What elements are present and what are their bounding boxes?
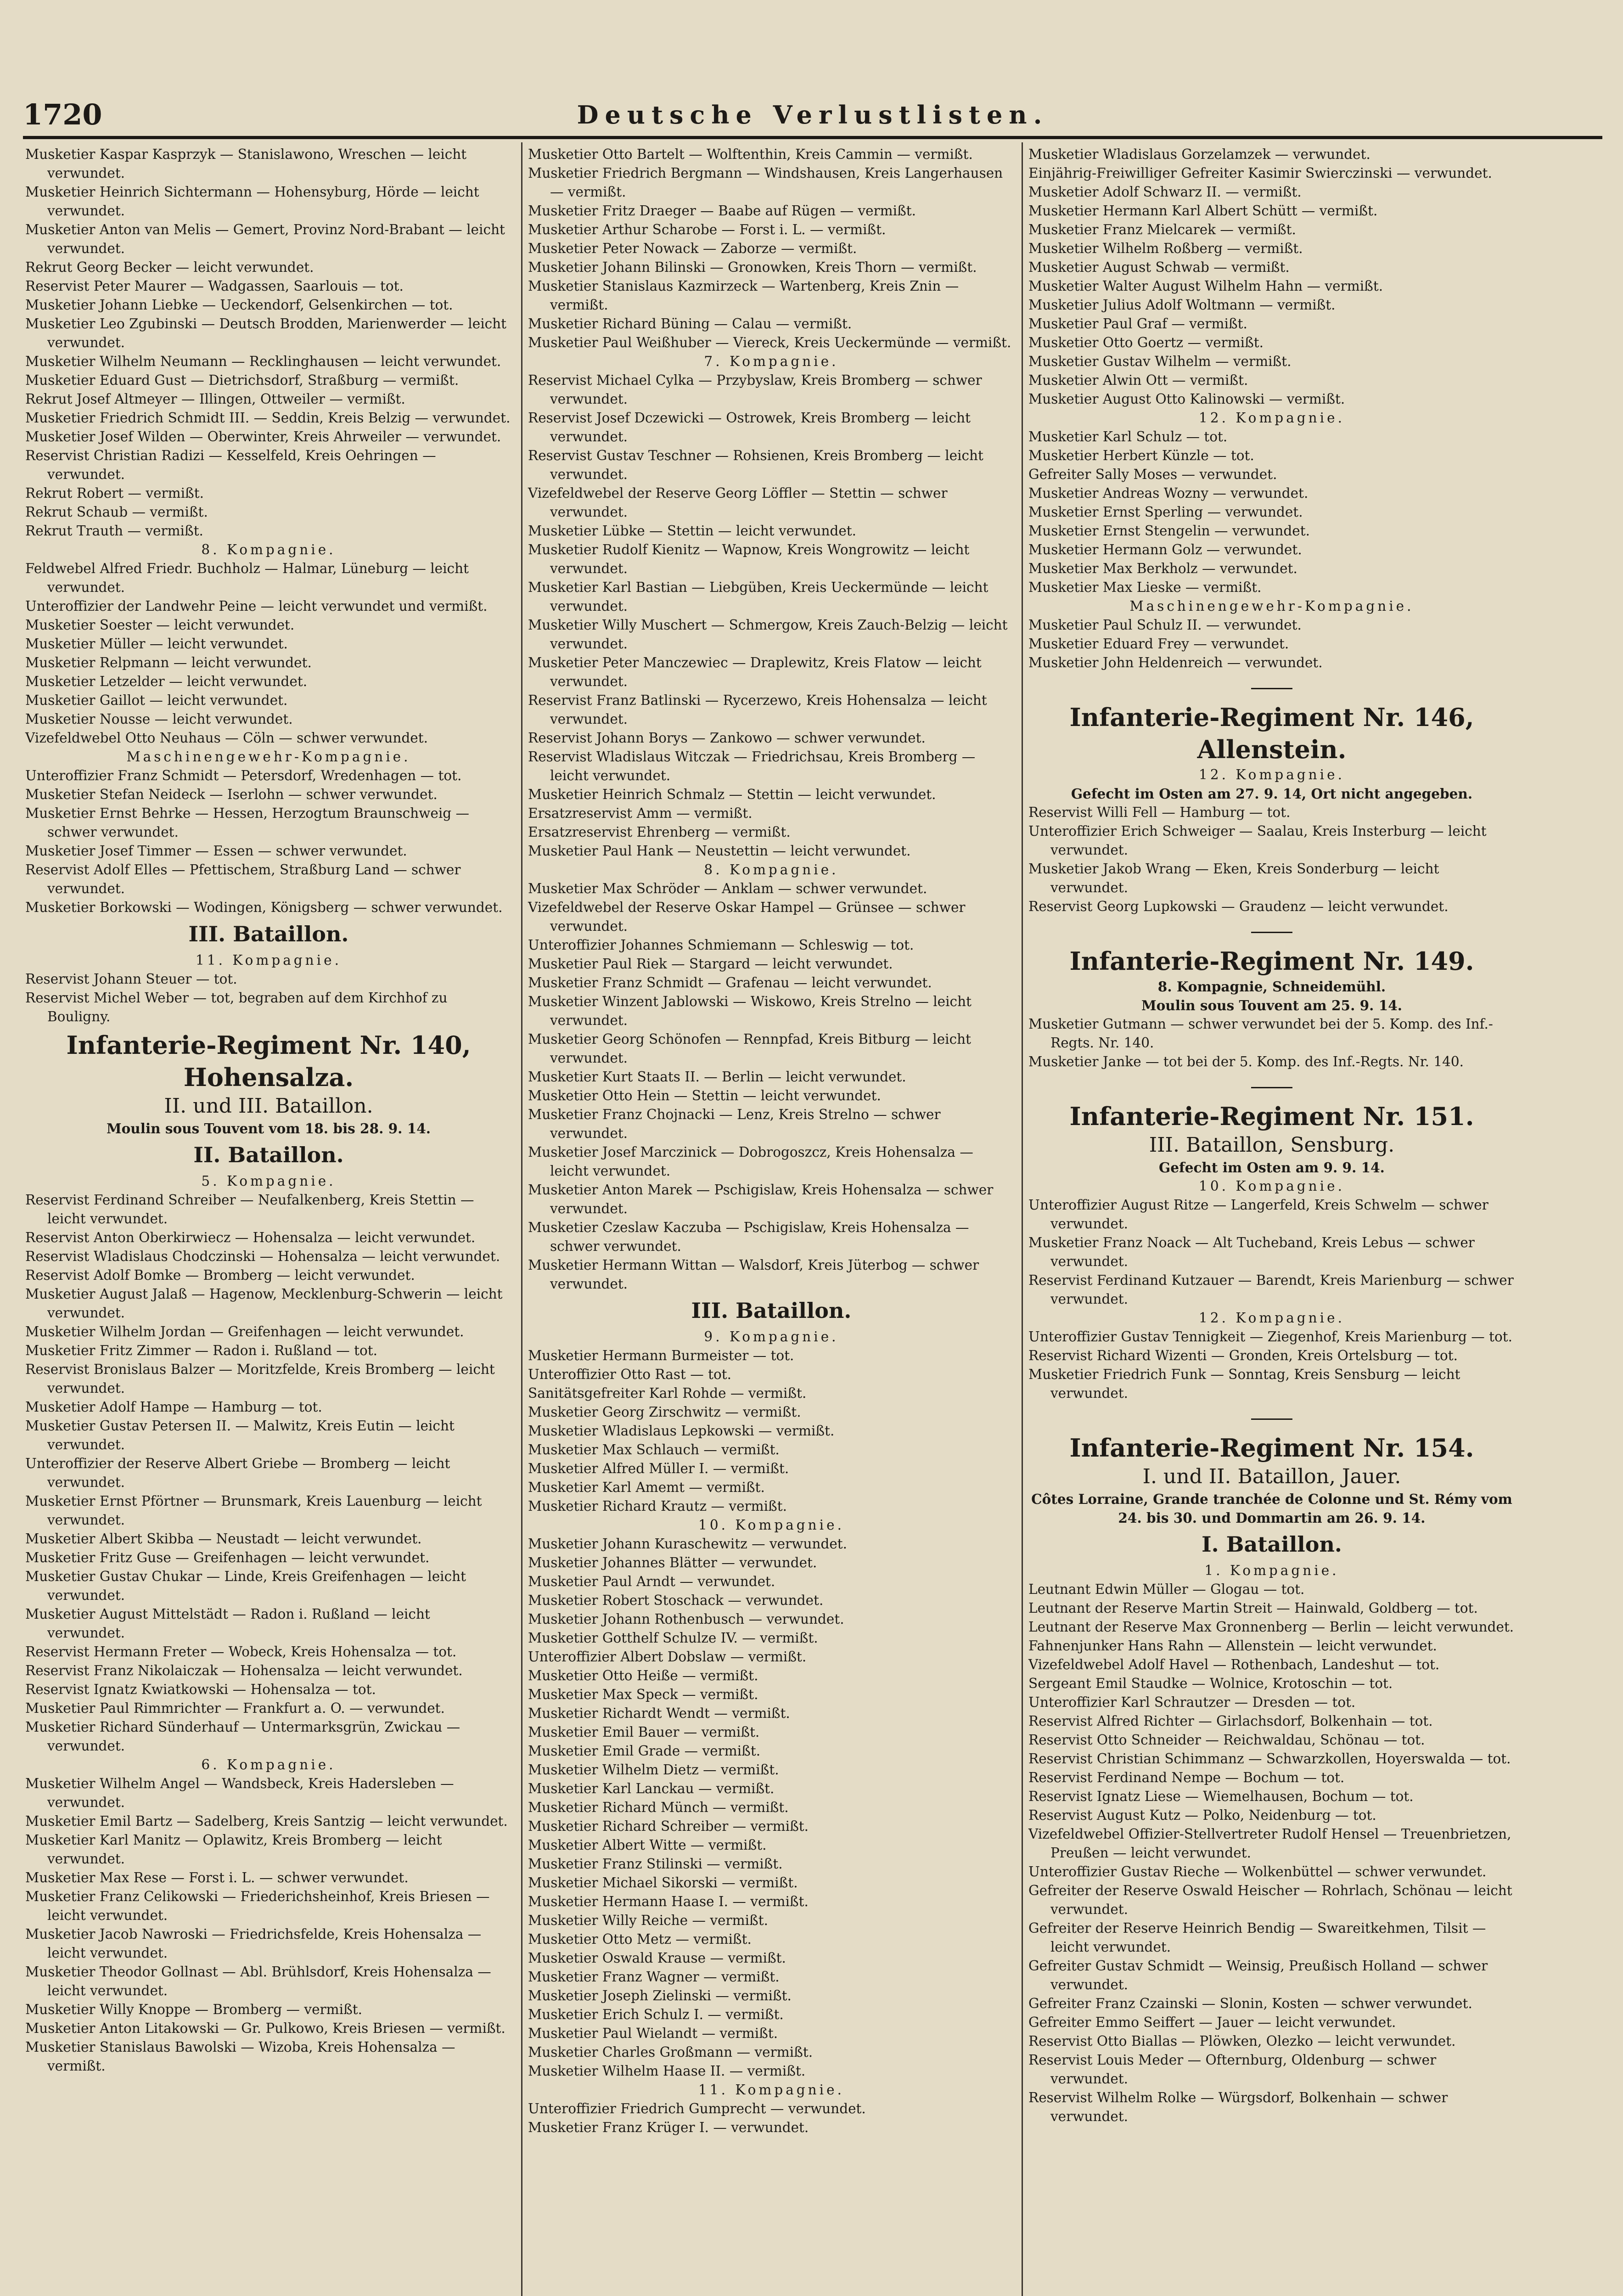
column-divider (1022, 142, 1023, 2296)
casualty-entry: Reservist Hermann Freter — Wobeck, Kreis Hohensalza — tot. (25, 1644, 457, 1660)
casualty-entry: Musketier Gustav Wilhelm — vermißt. (1028, 354, 1292, 369)
casualty-entry: Musketier Paul Schulz II. — verwundet. (1028, 617, 1302, 633)
casualty-entry: Musketier Julius Adolf Woltmann — vermißt. (1028, 297, 1336, 313)
casualty-entry: Musketier Peter Nowack — Zaborze — vermißt. (528, 241, 857, 256)
battalion-heading: III. Bataillon. (188, 922, 349, 946)
casualty-entry: Unteroffizier Karl Schrautzer — Dresden — tot. (1028, 1694, 1356, 1710)
casualty-entry: Vizefeldwebel Otto Neuhaus — Cöln — schwer verwundet. (25, 730, 428, 746)
battalion-heading: I. Bataillon. (1202, 1532, 1342, 1557)
casualty-entry: Musketier Gotthelf Schulze IV. — vermißt. (528, 1630, 818, 1646)
casualty-entry: Musketier Friedrich Funk — Sonntag, Kreis Sensburg — leicht verwundet. (1028, 1367, 1460, 1401)
section-divider (1251, 688, 1292, 689)
company-heading: 10. Kompagnie. (698, 1517, 844, 1533)
casualty-entry: Musketier Franz Mielcarek — vermißt. (1028, 222, 1296, 237)
casualty-entry: Musketier Emil Bauer — vermißt. (528, 1724, 760, 1740)
company-heading: Maschinengewehr-Kompagnie. (126, 749, 411, 765)
casualty-entry: Musketier John Heldenreich — verwundet. (1028, 655, 1323, 670)
company-heading: 12. Kompagnie. (1199, 1310, 1345, 1326)
casualty-entry: Reservist Josef Dczewicki — Ostrowek, Kreis Bromberg — leicht verwundet. (528, 410, 971, 445)
casualty-entry: Musketier August Otto Kalinowski — vermißt. (1028, 391, 1345, 407)
casualty-entry: Musketier Albert Witte — vermißt. (528, 1837, 767, 1853)
column-divider (521, 142, 522, 2296)
casualty-entry: Musketier Albert Skibba — Neustadt — leicht verwundet. (25, 1531, 422, 1547)
casualty-entry: Unteroffizier Erich Schweiger — Saalau, Kreis Insterburg — leicht verwundet. (1028, 823, 1487, 858)
casualty-entry: Rekrut Schaub — vermißt. (25, 504, 208, 520)
casualty-entry: Musketier Franz Chojnacki — Lenz, Kreis Strelno — schwer verwundet. (528, 1107, 941, 1141)
casualty-entry: Musketier Gustav Petersen II. — Malwitz, Kreis Eutin — leicht verwundet. (25, 1418, 455, 1452)
company-heading: 7. Kompagnie. (704, 354, 839, 369)
column-right (1028, 145, 1515, 2126)
casualty-entry: Musketier Johann Rothenbusch — verwundet. (528, 1611, 844, 1627)
casualty-entry: Reservist Bronislaus Balzer — Moritzfelde, Kreis Bromberg — leicht verwundet. (25, 1362, 495, 1396)
company-heading: 9. Kompagnie. (704, 1329, 839, 1345)
casualty-entry: Vizefeldwebel der Reserve Oskar Hampel — Grünsee — schwer verwundet. (528, 900, 966, 934)
action-info: Côtes Lorraine, Grande tranchée de Colonne und St. Rémy vom 24. bis 30. und Dommartin am 26. 9. 14. (1031, 1491, 1512, 1526)
casualty-entry: Musketier Heinrich Sichtermann — Hohensyburg, Hörde — leicht verwundet. (25, 184, 479, 219)
casualty-entry: Gefreiter Emmo Seiffert — Jauer — leicht verwundet. (1028, 2015, 1396, 2030)
company-heading: 11. Kompagnie. (196, 952, 342, 968)
casualty-entry: Musketier Otto Goertz — vermißt. (1028, 335, 1264, 350)
page-number: 1720 (23, 98, 102, 131)
casualty-entry: Sergeant Emil Staudke — Wolnice, Krotoschin — tot. (1028, 1676, 1393, 1691)
casualty-entry: Musketier Ernst Sperling — verwundet. (1028, 504, 1303, 520)
casualty-entry: Musketier Friedrich Schmidt III. — Seddin, Kreis Belzig — verwundet. (25, 410, 511, 426)
casualty-entry: Reservist Wladislaus Chodczinski — Hohensalza — leicht verwundet. (25, 1249, 500, 1264)
casualty-entry: Leutnant der Reserve Martin Streit — Hainwald, Goldberg — tot. (1028, 1600, 1478, 1616)
casualty-entry: Musketier Soester — leicht verwundet. (25, 617, 295, 633)
casualty-entry: Musketier Richard Krautz — vermißt. (528, 1498, 787, 1514)
casualty-entry: Musketier Peter Manczewiec — Draplewitz, Kreis Flatow — leicht verwundet. (528, 655, 982, 689)
casualty-entry: Musketier Franz Wagner — vermißt. (528, 1969, 780, 1985)
casualty-entry: Musketier Hermann Wittan — Walsdorf, Kreis Jüterbog — schwer verwundet. (528, 1257, 979, 1292)
casualty-entry: Musketier Fritz Zimmer — Radon i. Rußland — tot. (25, 1343, 377, 1358)
casualty-entry: Musketier Friedrich Bergmann — Windshausen, Kreis Langerhausen — vermißt. (528, 165, 1003, 200)
casualty-entry: Musketier Janke — tot bei der 5. Komp. des Inf.-Regts. Nr. 140. (1028, 1054, 1464, 1069)
casualty-entry: Unteroffizier Franz Schmidt — Petersdorf, Wredenhagen — tot. (25, 768, 462, 783)
casualty-entry: Musketier Winzent Jablowski — Wiskowo, Kreis Strelno — leicht verwundet. (528, 994, 972, 1028)
casualty-entry: Fahnenjunker Hans Rahn — Allenstein — leicht verwundet. (1028, 1638, 1437, 1654)
casualty-entry: Rekrut Robert — vermißt. (25, 485, 204, 501)
casualty-entry: Musketier Willy Knoppe — Bromberg — vermißt. (25, 2002, 362, 2017)
regiment-heading: Infanterie-Regiment Nr. 151. (1069, 1102, 1474, 1131)
action-info: Gefecht im Osten am 9. 9. 14. (1159, 1159, 1385, 1176)
casualty-entry: Gefreiter Sally Moses — verwundet. (1028, 467, 1277, 482)
casualty-entry: Reservist Franz Nikolaiczak — Hohensalza — leicht verwundet. (25, 1663, 463, 1678)
casualty-entry: Musketier Richard Büning — Calau — vermißt. (528, 316, 852, 332)
casualty-entry: Musketier Czeslaw Kaczuba — Pschigislaw, Kreis Hohensalza — schwer verwundet. (528, 1220, 969, 1254)
casualty-entry: Reservist Michael Cylka — Przybyslaw, Kreis Bromberg — schwer verwundet. (528, 372, 982, 407)
casualty-entry: Musketier Gutmann — schwer verwundet bei der 5. Komp. des Inf.-Regts. Nr. 140. (1028, 1016, 1493, 1051)
casualty-entry: Ersatzreservist Ehrenberg — vermißt. (528, 824, 791, 840)
casualty-entry: Musketier Karl Manitz — Oplawitz, Kreis Bromberg — leicht verwundet. (25, 1832, 442, 1867)
casualty-entry: Musketier Otto Bartelt — Wolftenthin, Kreis Cammin — vermißt. (528, 146, 973, 162)
casualty-entry: Musketier Stanislaus Bawolski — Wizoba, Kreis Hohensalza — vermißt. (25, 2039, 455, 2074)
casualty-entry: Musketier Müller — leicht verwundet. (25, 636, 288, 652)
casualty-entry: Unteroffizier Otto Rast — tot. (528, 1367, 731, 1382)
header-rule (23, 136, 1602, 139)
regiment-heading: Infanterie-Regiment Nr. 146, Allenstein. (1069, 703, 1474, 764)
column-middle (528, 145, 1015, 2137)
casualty-entry: Vizefeldwebel Adolf Havel — Rothenbach, Landeshut — tot. (1028, 1657, 1440, 1672)
unit-subheading: II. und III. Bataillon. (164, 1094, 373, 1118)
casualty-entry: Musketier Johann Liebke — Ueckendorf, Gelsenkirchen — tot. (25, 297, 453, 313)
casualty-entry: Reservist Adolf Bomke — Bromberg — leicht verwundet. (25, 1267, 415, 1283)
casualty-entry: Musketier Borkowski — Wodingen, Königsberg — schwer verwundet. (25, 900, 503, 915)
casualty-entry: Musketier Josef Marczinick — Dobrogoszcz, Kreis Hohensalza — leicht verwundet. (528, 1144, 973, 1179)
casualty-entry: Musketier Richardt Wendt — vermißt. (528, 1705, 790, 1721)
casualty-entry: Musketier Stanislaus Kazmirzeck — Wartenberg, Kreis Znin — vermißt. (528, 278, 959, 313)
casualty-entry: Musketier Franz Celikowski — Friederichsheinhof, Kreis Briesen — leicht verwundet. (25, 1889, 490, 1923)
casualty-entry: Musketier Michael Sikorski — vermißt. (528, 1875, 798, 1891)
casualty-entry: Musketier Hermann Burmeister — tot. (528, 1348, 794, 1363)
casualty-entry: Musketier Paul Hank — Neustettin — leicht verwundet. (528, 843, 911, 859)
casualty-entry: Musketier Nousse — leicht verwundet. (25, 711, 293, 727)
casualty-entry: Musketier Max Speck — vermißt. (528, 1687, 758, 1702)
casualty-entry: Reservist Alfred Richter — Girlachsdorf, Bolkenhain — tot. (1028, 1713, 1433, 1729)
casualty-entry: Reservist Ignatz Kwiatkowski — Hohensalza — tot. (25, 1682, 376, 1697)
casualty-entry: Reservist Ferdinand Schreiber — Neufalkenberg, Kreis Stettin — leicht verwundet. (25, 1192, 474, 1227)
casualty-entry: Musketier Max Rese — Forst i. L. — schwer verwundet. (25, 1870, 409, 1885)
casualty-entry: Reservist Willi Fell — Hamburg — tot. (1028, 805, 1291, 820)
casualty-entry: Reservist Wilhelm Rolke — Würgsdorf, Bolkenhain — schwer verwundet. (1028, 2090, 1448, 2124)
casualty-entry: Musketier Franz Noack — Alt Tucheband, Kreis Lebus — schwer verwundet. (1028, 1235, 1475, 1269)
casualty-entry: Musketier August Schwab — vermißt. (1028, 259, 1290, 275)
casualty-entry: Unteroffizier Friedrich Gumprecht — verwundet. (528, 2101, 866, 2116)
casualty-entry: Reservist August Kutz — Polko, Neidenburg — tot. (1028, 1807, 1376, 1823)
casualty-entry: Musketier Fritz Draeger — Baabe auf Rügen — vermißt. (528, 203, 916, 219)
casualty-entry: Musketier Wilhelm Dietz — vermißt. (528, 1762, 779, 1778)
casualty-entry: Musketier Paul Riek — Stargard — leicht verwundet. (528, 956, 893, 972)
casualty-entry: Musketier Max Berkholz — verwundet. (1028, 561, 1297, 576)
casualty-entry: Vizefeldwebel Offizier-Stellvertreter Rudolf Hensel — Treuenbrietzen, Preußen — leicht verwundet. (1028, 1826, 1511, 1861)
casualty-entry: Musketier August Jalaß — Hagenow, Mecklenburg-Schwerin — leicht verwundet. (25, 1286, 503, 1321)
casualty-entry: Musketier Richard Schreiber — vermißt. (528, 1818, 809, 1834)
casualty-entry: Musketier Hermann Karl Albert Schütt — vermißt. (1028, 203, 1378, 219)
casualty-entry: Musketier Emil Grade — vermißt. (528, 1743, 761, 1759)
casualty-entry: Unteroffizier der Landwehr Peine — leicht verwundet und vermißt. (25, 598, 488, 614)
casualty-entry: Musketier Jakob Wrang — Eken, Kreis Sonderburg — leicht verwundet. (1028, 861, 1439, 895)
casualty-entry: Musketier Willy Muschert — Schmergow, Kreis Zauch-Belzig — leicht verwundet. (528, 617, 1008, 652)
casualty-entry: Musketier Heinrich Schmalz — Stettin — leicht verwundet. (528, 787, 936, 802)
casualty-entry: Musketier Paul Arndt — verwundet. (528, 1574, 775, 1589)
page-header (23, 96, 1602, 133)
casualty-entry: Gefreiter der Reserve Oswald Heischer — Rohrlach, Schönau — leicht verwundet. (1028, 1883, 1512, 1917)
casualty-entry: Ersatzreservist Amm — vermißt. (528, 805, 753, 821)
casualty-entry: Musketier Paul Wielandt — vermißt. (528, 2026, 778, 2041)
casualty-entry: Musketier Theodor Gollnast — Abl. Brühlsdorf, Kreis Hohensalza — leicht verwundet. (25, 1964, 491, 1998)
casualty-entry: Musketier Otto Metz — vermißt. (528, 1931, 752, 1947)
casualty-entry: Reservist Johann Borys — Zankowo — schwer verwundet. (528, 730, 926, 746)
casualty-entry: Musketier Alfred Müller I. — vermißt. (528, 1461, 789, 1476)
company-heading: 12. Kompagnie. (1199, 767, 1345, 782)
casualty-entry: Leutnant der Reserve Max Gronnenberg — Berlin — leicht verwundet. (1028, 1619, 1514, 1635)
unit-subheading: I. und II. Bataillon, Jauer. (1142, 1465, 1401, 1488)
casualty-entry: Gefreiter der Reserve Heinrich Bendig — Swareitkehmen, Tilsit — leicht verwundet. (1028, 1920, 1486, 1955)
casualty-entry: Feldwebel Alfred Friedr. Buchholz — Halmar, Lüneburg — leicht verwundet. (25, 561, 469, 595)
casualty-entry: Musketier Alwin Ott — vermißt. (1028, 372, 1248, 388)
company-heading: 1. Kompagnie. (1204, 1563, 1339, 1578)
casualty-entry: Musketier Georg Schönofen — Rennpfad, Kreis Bitburg — leicht verwundet. (528, 1031, 971, 1066)
casualty-entry: Musketier Wilhelm Angel — Wandsbeck, Kreis Hadersleben — verwundet. (25, 1776, 454, 1810)
casualty-entry: Musketier Anton Marek — Pschigislaw, Kreis Hohensalza — schwer verwundet. (528, 1182, 994, 1216)
casualty-entry: Rekrut Georg Becker — leicht verwundet. (25, 259, 314, 275)
company-heading: 8. Kompagnie. (201, 542, 336, 557)
casualty-entry: Musketier Fritz Guse — Greifenhagen — leicht verwundet. (25, 1550, 430, 1565)
casualty-entry: Musketier Willy Reiche — vermißt. (528, 1913, 768, 1928)
casualty-entry: Gefreiter Gustav Schmidt — Weinsig, Preußisch Holland — schwer verwundet. (1028, 1958, 1488, 1992)
casualty-entry: Musketier Robert Stoschack — verwundet. (528, 1593, 824, 1608)
casualty-entry: Musketier Anton van Melis — Gemert, Provinz Nord-Brabant — leicht verwundet. (25, 222, 505, 256)
casualty-entry: Musketier Hermann Golz — verwundet. (1028, 542, 1302, 557)
casualty-entry: Musketier Wladislaus Gorzelamzek — verwundet. (1028, 146, 1370, 162)
casualty-entry: Musketier Erich Schulz I. — vermißt. (528, 2007, 784, 2022)
company-heading: 12. Kompagnie. (1199, 410, 1345, 426)
casualty-entry: Reservist Georg Lupkowski — Graudenz — leicht verwundet. (1028, 899, 1449, 914)
casualty-entry: Musketier Eduard Frey — verwundet. (1028, 636, 1289, 652)
regiment-heading: Infanterie-Regiment Nr. 149. (1069, 946, 1474, 976)
casualty-entry: Musketier Richard Münch — vermißt. (528, 1800, 789, 1815)
regiment-heading: Infanterie-Regiment Nr. 154. (1069, 1433, 1474, 1463)
casualty-entry: Musketier Max Lieske — vermißt. (1028, 580, 1262, 595)
casualty-entry: Musketier Ernst Stengelin — verwundet. (1028, 523, 1310, 539)
casualty-entry: Musketier Wilhelm Haase II. — vermißt. (528, 2063, 806, 2079)
casualty-entry: Musketier Gaillot — leicht verwundet. (25, 692, 288, 708)
casualty-entry: Einjährig-Freiwilliger Gefreiter Kasimir Swierczinski — verwundet. (1028, 165, 1492, 181)
company-heading: Maschinengewehr-Kompagnie. (1129, 598, 1414, 614)
casualty-entry: Musketier Karl Lanckau — vermißt. (528, 1781, 775, 1796)
casualty-entry: Musketier Franz Krüger I. — verwundet. (528, 2120, 809, 2135)
page-title: Deutsche Verlustlisten. (577, 100, 1049, 129)
casualty-entry: Musketier Josef Timmer — Essen — schwer verwundet. (25, 843, 407, 859)
casualty-entry: Musketier Andreas Wozny — verwundet. (1028, 485, 1309, 501)
company-heading: 10. Kompagnie. (1199, 1178, 1345, 1194)
section-divider (1251, 1087, 1292, 1088)
casualty-entry: Musketier Wilhelm Roßberg — vermißt. (1028, 241, 1303, 256)
casualty-entry: Reservist Christian Radizi — Kesselfeld, Kreis Oehringen — verwundet. (25, 448, 436, 482)
casualty-entry: Musketier Walter August Wilhelm Hahn — vermißt. (1028, 278, 1383, 294)
casualty-entry: Musketier Stefan Neideck — Iserlohn — schwer verwundet. (25, 787, 438, 802)
action-info: Moulin sous Touvent am 25. 9. 14. (1141, 997, 1403, 1013)
casualty-entry: Musketier Herbert Künzle — tot. (1028, 448, 1254, 463)
casualty-entry: Musketier Rudolf Kienitz — Wapnow, Kreis Wongrowitz — leicht verwundet. (528, 542, 970, 576)
casualty-entry: Sanitätsgefreiter Karl Rohde — vermißt. (528, 1385, 807, 1401)
regiment-heading: Infanterie-Regiment Nr. 140, Hohensalza. (66, 1030, 471, 1092)
column-left (25, 145, 512, 2076)
casualty-entry: Musketier Paul Rimmrichter — Frankfurt a. O. — verwundet. (25, 1700, 445, 1716)
casualty-entry: Musketier Franz Stilinski — vermißt. (528, 1856, 783, 1872)
casualty-entry: Musketier Eduard Gust — Dietrichsdorf, Straßburg — vermißt. (25, 372, 459, 388)
casualty-entry: Musketier Hermann Haase I. — vermißt. (528, 1894, 809, 1909)
unit-subheading: III. Bataillon, Sensburg. (1149, 1133, 1395, 1157)
casualty-entry: Musketier Otto Heiße — vermißt. (528, 1668, 758, 1683)
casualty-entry: Rekrut Josef Altmeyer — Illingen, Ottweiler — vermißt. (25, 391, 405, 407)
casualty-entry: Unteroffizier Albert Dobslaw — vermißt. (528, 1649, 807, 1665)
casualty-entry: Musketier Karl Bastian — Liebgüben, Kreis Ueckermünde — leicht verwundet. (528, 580, 988, 614)
casualty-entry: Musketier Kaspar Kasprzyk — Stanislawono, Wreschen — leicht verwundet. (25, 146, 467, 181)
casualty-entry: Gefreiter Franz Czainski — Slonin, Kosten — schwer verwundet. (1028, 1996, 1472, 2011)
casualty-entry: Leutnant Edwin Müller — Glogau — tot. (1028, 1581, 1305, 1597)
casualty-entry: Reservist Christian Schimmanz — Schwarzkollen, Hoyerswalda — tot. (1028, 1751, 1511, 1767)
casualty-entry: Musketier Johannes Blätter — verwundet. (528, 1555, 817, 1570)
casualty-entry: Reservist Otto Schneider — Reichwaldau, Schönau — tot. (1028, 1732, 1425, 1748)
casualty-entry: Musketier Georg Zirschwitz — vermißt. (528, 1404, 801, 1420)
battalion-heading: II. Bataillon. (193, 1142, 344, 1167)
casualty-entry: Vizefeldwebel der Reserve Georg Löffler — Stettin — schwer verwundet. (528, 485, 948, 520)
casualty-entry: Musketier Jacob Nawroski — Friedrichsfelde, Kreis Hohensalza — leicht verwundet. (25, 1926, 482, 1961)
casualty-entry: Musketier Wladislaus Lepkowski — vermißt. (528, 1423, 835, 1439)
casualty-entry: Musketier Leo Zgubinski — Deutsch Brodden, Marienwerder — leicht verwundet. (25, 316, 507, 350)
casualty-entry: Reservist Gustav Teschner — Rohsienen, Kreis Bromberg — leicht verwundet. (528, 448, 983, 482)
battalion-heading: III. Bataillon. (691, 1298, 852, 1323)
casualty-entry: Reservist Louis Meder — Ofternburg, Oldenburg — schwer verwundet. (1028, 2052, 1437, 2087)
casualty-entry: Musketier Otto Hein — Stettin — leicht verwundet. (528, 1088, 881, 1103)
casualty-entry: Unteroffizier der Reserve Albert Griebe — Bromberg — leicht verwundet. (25, 1456, 450, 1490)
casualty-entry: Rekrut Trauth — vermißt. (25, 523, 203, 539)
casualty-entry: Musketier Josef Wilden — Oberwinter, Kreis Ahrweiler — verwundet. (25, 429, 501, 445)
casualty-entry: Musketier Paul Graf — vermißt. (1028, 316, 1247, 332)
casualty-entry: Musketier Anton Litakowski — Gr. Pulkowo, Kreis Briesen — vermißt. (25, 2020, 505, 2036)
casualty-entry: Reservist Ferdinand Kutzauer — Barendt, Kreis Marienburg — schwer verwundet. (1028, 1272, 1514, 1307)
casualty-entry: Musketier Wilhelm Neumann — Recklinghausen — leicht verwundet. (25, 354, 501, 369)
casualty-entry: Musketier Oswald Krause — vermißt. (528, 1950, 786, 1966)
casualty-entry: Musketier Ernst Behrke — Hessen, Herzogtum Braunschweig — schwer verwundet. (25, 805, 470, 840)
company-heading: 5. Kompagnie. (201, 1173, 336, 1189)
casualty-entry: Musketier Charles Großmann — vermißt. (528, 2044, 813, 2060)
casualty-entry: Reservist Peter Maurer — Wadgassen, Saarlouis — tot. (25, 278, 404, 294)
casualty-entry: Musketier Max Schlauch — vermißt. (528, 1442, 780, 1458)
casualty-entry: Musketier Franz Schmidt — Grafenau — leicht verwundet. (528, 975, 932, 990)
action-info: Moulin sous Touvent vom 18. bis 28. 9. 14. (106, 1120, 431, 1137)
casualty-entry: Musketier Ernst Pförtner — Brunsmark, Kreis Lauenburg — leicht verwundet. (25, 1493, 482, 1528)
casualty-entry: Reservist Ignatz Liese — Wiemelhausen, Bochum — tot. (1028, 1789, 1414, 1804)
section-divider (1251, 1418, 1292, 1420)
company-heading: 11. Kompagnie. (698, 2082, 844, 2098)
casualty-entry: Musketier Relpmann — leicht verwundet. (25, 655, 312, 670)
casualty-entry: Reservist Michel Weber — tot, begraben auf dem Kirchhof zu Bouligny. (25, 990, 448, 1024)
casualty-entry: Musketier Wilhelm Jordan — Greifenhagen — leicht verwundet. (25, 1324, 464, 1339)
casualty-entry: Musketier Emil Bartz — Sadelberg, Kreis Santzig — leicht verwundet. (25, 1813, 508, 1829)
casualty-entry: Musketier Max Schröder — Anklam — schwer verwundet. (528, 881, 927, 896)
casualty-entry: Musketier Karl Schulz — tot. (1028, 429, 1228, 445)
casualty-entry: Musketier Johann Kuraschewitz — verwundet. (528, 1536, 848, 1552)
casualty-entry: Musketier Gustav Chukar — Linde, Kreis Greifenhagen — leicht verwundet. (25, 1569, 466, 1603)
casualty-entry: Reservist Wladislaus Witczak — Friedrichsau, Kreis Bromberg — leicht verwundet. (528, 749, 976, 783)
casualty-entry: Reservist Johann Steuer — tot. (25, 971, 237, 987)
section-divider (1251, 932, 1292, 933)
casualty-entry: Reservist Ferdinand Nempe — Bochum — tot. (1028, 1770, 1345, 1785)
casualty-entry: Musketier Lübke — Stettin — leicht verwundet. (528, 523, 857, 539)
action-info: 8. Kompagnie, Schneidemühl. (1157, 979, 1386, 995)
action-info: Gefecht im Osten am 27. 9. 14, Ort nicht angegeben. (1071, 786, 1473, 802)
casualty-entry: Unteroffizier August Ritze — Langerfeld, Kreis Schwelm — schwer verwundet. (1028, 1197, 1488, 1232)
casualty-entry: Musketier Paul Weißhuber — Viereck, Kreis Ueckermünde — vermißt. (528, 335, 1011, 350)
casualty-entry: Unteroffizier Johannes Schmiemann — Schleswig — tot. (528, 937, 914, 953)
casualty-entry: Reservist Richard Wizenti — Gronden, Kreis Ortelsburg — tot. (1028, 1348, 1458, 1363)
casualty-entry: Musketier August Mittelstädt — Radon i. Rußland — leicht verwundet. (25, 1606, 430, 1641)
company-heading: 8. Kompagnie. (704, 862, 839, 878)
casualty-entry: Musketier Adolf Schwarz II. — vermißt. (1028, 184, 1302, 200)
casualty-entry: Reservist Adolf Elles — Pfettischem, Straßburg Land — schwer verwundet. (25, 862, 461, 896)
casualty-entry: Musketier Richard Sünderhauf — Untermarksgrün, Zwickau — verwundet. (25, 1719, 461, 1754)
casualty-entry: Musketier Kurt Staats II. — Berlin — leicht verwundet. (528, 1069, 906, 1085)
casualty-entry: Musketier Adolf Hampe — Hamburg — tot. (25, 1399, 322, 1415)
casualty-entry: Unteroffizier Gustav Tennigkeit — Ziegenhof, Kreis Marienburg — tot. (1028, 1329, 1512, 1345)
company-heading: 6. Kompagnie. (201, 1757, 336, 1773)
casualty-entry: Reservist Franz Batlinski — Rycerzewo, Kreis Hohensalza — leicht verwundet. (528, 692, 987, 727)
casualty-entry: Unteroffizier Gustav Rieche — Wolkenbüttel — schwer verwundet. (1028, 1864, 1487, 1880)
casualty-entry: Musketier Letzelder — leicht verwundet. (25, 674, 308, 689)
casualty-entry: Musketier Joseph Zielinski — vermißt. (528, 1988, 792, 2003)
casualty-entry: Musketier Arthur Scharobe — Forst i. L. — vermißt. (528, 222, 886, 237)
casualty-entry: Musketier Karl Amemt — vermißt. (528, 1480, 765, 1495)
casualty-entry: Reservist Anton Oberkirwiecz — Hohensalza — leicht verwundet. (25, 1230, 476, 1245)
casualty-entry: Musketier Johann Bilinski — Gronowken, Kreis Thorn — vermißt. (528, 259, 977, 275)
casualty-entry: Reservist Otto Biallas — Plöwken, Olezko — leicht verwundet. (1028, 2033, 1456, 2049)
